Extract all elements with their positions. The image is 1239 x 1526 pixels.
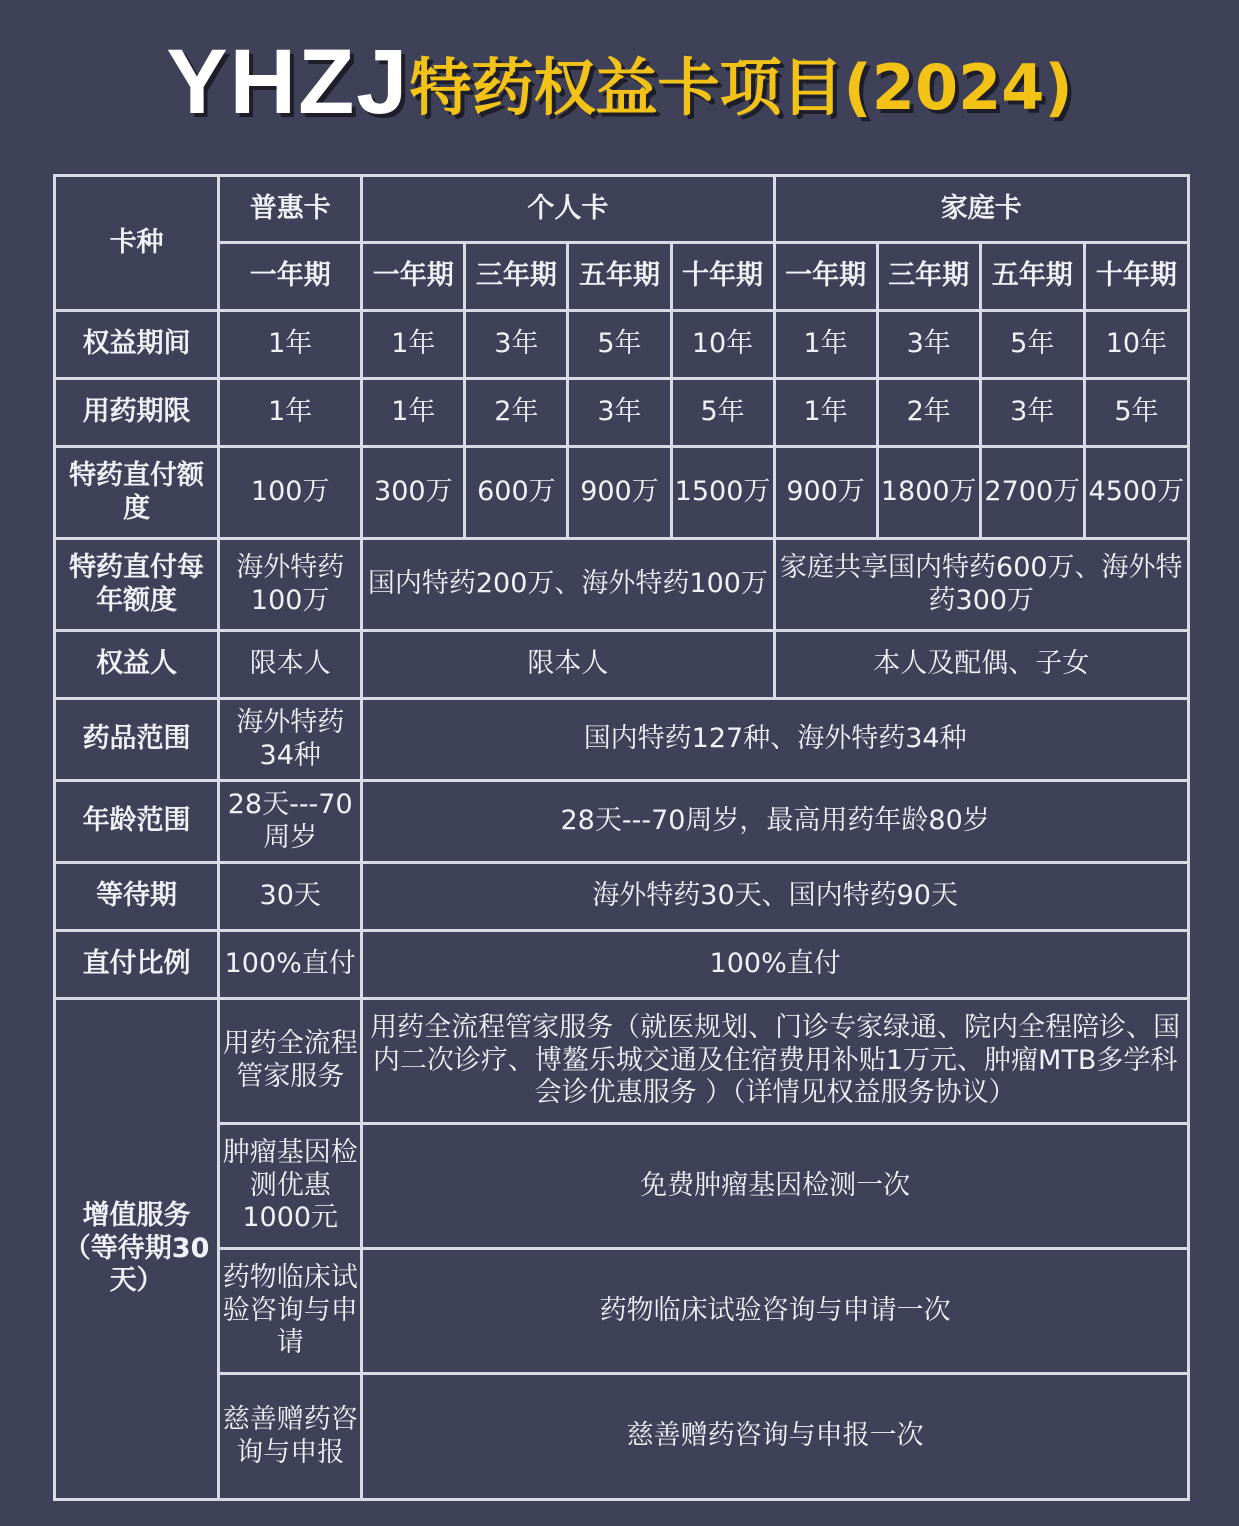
term-header: 三年期 — [465, 243, 568, 311]
table-cell: 30天 — [219, 863, 362, 931]
table-cell: 100万 — [219, 447, 362, 539]
table-cell: 10年 — [1084, 311, 1188, 379]
group-family-header: 家庭卡 — [774, 176, 1188, 243]
row-waiting-period — [55, 863, 1189, 931]
row-direct-ratio — [55, 931, 1189, 999]
table-cell: 2年 — [465, 379, 568, 447]
row-age-range — [55, 781, 1189, 863]
table-cell: 1年 — [362, 379, 465, 447]
table-cell: 28天---70周岁 — [219, 781, 362, 863]
row-value-added-4 — [55, 1374, 1189, 1500]
service-desc: 慈善赠药咨询与申报一次 — [362, 1374, 1189, 1500]
service-name: 慈善赠药咨询与申报 — [219, 1374, 362, 1500]
table-cell: 4500万 — [1084, 447, 1188, 539]
row-label: 药品范围 — [55, 699, 219, 781]
service-name: 药物临床试验咨询与申请 — [219, 1249, 362, 1374]
table-cell: 限本人 — [219, 631, 362, 699]
row-label: 权益期间 — [55, 311, 219, 379]
row-label: 特药直付每年额度 — [55, 539, 219, 631]
row-label: 直付比例 — [55, 931, 219, 999]
table-cell: 5年 — [980, 311, 1084, 379]
service-name: 肿瘤基因检测优惠1000元 — [219, 1124, 362, 1249]
table-cell: 1800万 — [877, 447, 980, 539]
table-cell: 3年 — [980, 379, 1084, 447]
table-cell: 3年 — [465, 311, 568, 379]
row-label: 权益人 — [55, 631, 219, 699]
table-cell: 1年 — [774, 311, 877, 379]
table-cell: 100%直付 — [219, 931, 362, 999]
row-value-added-3 — [55, 1249, 1189, 1374]
page-title — [0, 30, 1239, 140]
table-cell: 海外特药100万 — [219, 539, 362, 631]
table-cell: 900万 — [568, 447, 671, 539]
header-row-groups — [55, 176, 1189, 243]
benefit-table — [53, 174, 1190, 1501]
card-type-header: 卡种 — [55, 176, 219, 311]
row-direct-pay-limit — [55, 447, 1189, 539]
table-cell: 600万 — [465, 447, 568, 539]
row-label: 特药直付额度 — [55, 447, 219, 539]
brand-logo: YHZJ — [166, 31, 410, 133]
table-cell: 家庭共享国内特药600万、海外特药300万 — [774, 539, 1188, 631]
table-cell: 3年 — [877, 311, 980, 379]
table-cell: 1年 — [774, 379, 877, 447]
row-beneficiary — [55, 631, 1189, 699]
table-cell: 国内特药127种、海外特药34种 — [362, 699, 1189, 781]
table-cell: 2700万 — [980, 447, 1084, 539]
service-desc: 药物临床试验咨询与申请一次 — [362, 1249, 1189, 1374]
group-puhui-header: 普惠卡 — [219, 176, 362, 243]
table-cell: 100%直付 — [362, 931, 1189, 999]
table-cell: 1500万 — [671, 447, 774, 539]
row-annual-limit — [55, 539, 1189, 631]
row-label: 年龄范围 — [55, 781, 219, 863]
service-desc: 用药全流程管家服务（就医规划、门诊专家绿通、院内全程陪诊、国内二次诊疗、博鳌乐城交通及住宿费用补贴1万元、肿瘤MTB多学科会诊优惠服务 ）（详情见权益服务协议） — [362, 999, 1189, 1124]
term-header: 十年期 — [1084, 243, 1188, 311]
table-cell: 5年 — [568, 311, 671, 379]
table-cell: 本人及配偶、子女 — [774, 631, 1188, 699]
group-personal-header: 个人卡 — [362, 176, 774, 243]
table-cell: 海外特药34种 — [219, 699, 362, 781]
row-value-added-2 — [55, 1124, 1189, 1249]
term-header: 十年期 — [671, 243, 774, 311]
table-cell: 1年 — [219, 311, 362, 379]
term-header: 五年期 — [568, 243, 671, 311]
table-cell: 限本人 — [362, 631, 774, 699]
row-value-added-1 — [55, 999, 1189, 1124]
table-cell: 28天---70周岁，最高用药年龄80岁 — [362, 781, 1189, 863]
term-header: 一年期 — [774, 243, 877, 311]
table-cell: 3年 — [568, 379, 671, 447]
table-cell: 300万 — [362, 447, 465, 539]
value-added-label: 增值服务（等待期30天） — [55, 999, 219, 1500]
table-cell: 1年 — [219, 379, 362, 447]
service-desc: 免费肿瘤基因检测一次 — [362, 1124, 1189, 1249]
row-drug-period — [55, 379, 1189, 447]
table-cell: 900万 — [774, 447, 877, 539]
table-cell: 国内特药200万、海外特药100万 — [362, 539, 774, 631]
page-subtitle: 特药权益卡项目(2024) — [409, 51, 1073, 124]
term-header: 一年期 — [362, 243, 465, 311]
term-header: 三年期 — [877, 243, 980, 311]
term-header: 一年期 — [219, 243, 362, 311]
row-label: 等待期 — [55, 863, 219, 931]
row-benefit-period — [55, 311, 1189, 379]
header-row-terms — [55, 243, 1189, 311]
table-cell: 海外特药30天、国内特药90天 — [362, 863, 1189, 931]
table-cell: 10年 — [671, 311, 774, 379]
table-cell: 1年 — [362, 311, 465, 379]
table-cell: 5年 — [1084, 379, 1188, 447]
term-header: 五年期 — [980, 243, 1084, 311]
row-drug-scope — [55, 699, 1189, 781]
table-cell: 2年 — [877, 379, 980, 447]
row-label: 用药期限 — [55, 379, 219, 447]
table-cell: 5年 — [671, 379, 774, 447]
service-name: 用药全流程管家服务 — [219, 999, 362, 1124]
